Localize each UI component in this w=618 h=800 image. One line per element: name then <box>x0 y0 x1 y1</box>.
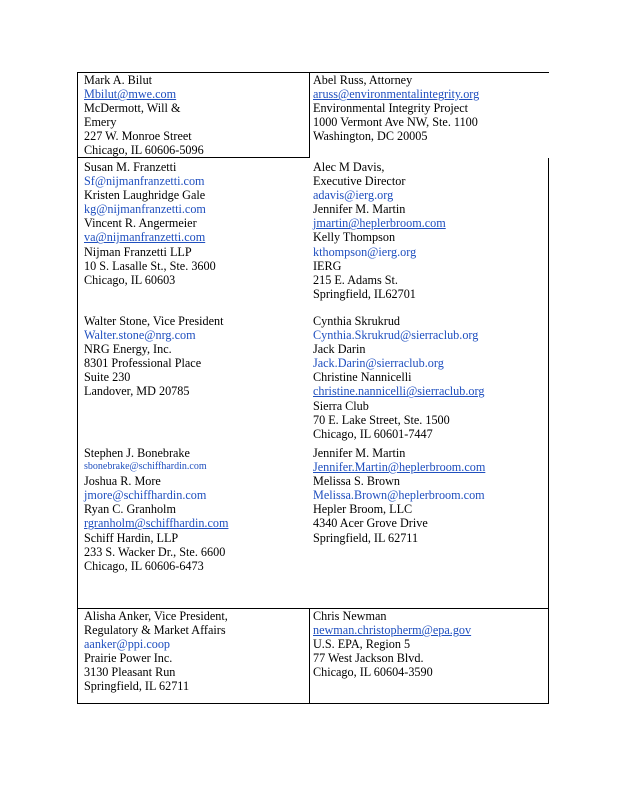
email-link[interactable]: rgranholm@schiffhardin.com <box>84 516 229 531</box>
contact-block-prairie-power <box>84 609 228 694</box>
organization: Prairie Power Inc. <box>84 651 173 666</box>
contact-block-russ <box>313 73 479 143</box>
email-link[interactable]: newman.christopherm@epa.gov <box>313 623 472 638</box>
contact-block-ierg <box>313 160 446 301</box>
contact-block-nijman-franzetti <box>84 160 216 287</box>
email-link[interactable]: Sf@nijmanfranzetti.com <box>84 174 205 189</box>
contact-block-hepler-broom <box>313 446 485 545</box>
email-link[interactable]: va@nijmanfranzetti.com <box>84 230 206 245</box>
contact-name: Susan M. Franzetti <box>84 160 177 174</box>
contact-name: Jack Darin <box>313 342 366 357</box>
table-right-border <box>548 158 549 704</box>
email-link[interactable]: Jack.Darin@sierraclub.org <box>313 356 444 371</box>
organization: McDermott, Will & <box>84 101 181 116</box>
email-link[interactable]: jmore@schiffhardin.com <box>84 488 207 503</box>
organization: Nijman Franzetti LLP <box>84 244 192 259</box>
contact-name: Abel Russ, Attorney <box>313 73 413 87</box>
email-link[interactable]: Walter.stone@nrg.com <box>84 328 196 343</box>
city-state-zip: Springfield, IL 62711 <box>313 530 419 545</box>
email-link[interactable]: sbonebrake@schiffhardin.com <box>84 461 207 473</box>
city-state-zip: Chicago, IL 60606-6473 <box>84 558 204 573</box>
email-link[interactable]: jmartin@heplerbroom.com <box>313 216 446 231</box>
city-state-zip: Chicago, IL 60601-7447 <box>313 426 433 441</box>
city-state-zip: Washington, DC 20005 <box>313 129 428 144</box>
contact-name: Ryan C. Granholm <box>84 502 176 517</box>
contact-name: Alisha Anker, Vice President, <box>84 609 228 623</box>
street-address: 70 E. Lake Street, Ste. 1500 <box>313 412 450 427</box>
email-link[interactable]: Cynthia.Skrukrud@sierraclub.org <box>313 328 479 343</box>
email-link[interactable]: Jennifer.Martin@heplerbroom.com <box>313 460 486 475</box>
contact-name: Jennifer M. Martin <box>313 202 406 217</box>
table-bottom-rule <box>77 703 549 704</box>
city-state-zip: Chicago, IL 60604-3590 <box>313 665 433 680</box>
street-address-suite: Suite 230 <box>84 370 131 385</box>
contact-name: Stephen J. Bonebrake <box>84 446 190 460</box>
email-link[interactable]: christine.nannicelli@sierraclub.org <box>313 384 485 399</box>
street-address: 3130 Pleasant Run <box>84 665 176 680</box>
contact-name: Kristen Laughridge Gale <box>84 188 206 203</box>
contact-block-nrg <box>84 314 224 399</box>
organization: NRG Energy, Inc. <box>84 342 172 357</box>
email-link[interactable]: kthompson@ierg.org <box>313 244 417 259</box>
table-left-border <box>77 72 78 704</box>
organization-cont: Emery <box>84 115 117 130</box>
contact-block-schiff-hardin <box>84 446 228 573</box>
email-link[interactable]: adavis@ierg.org <box>313 188 394 203</box>
city-state-zip: Chicago, IL 60606-5096 <box>84 143 204 158</box>
city-state-zip: Springfield, IL62701 <box>313 286 416 301</box>
contact-name: Alec M Davis, <box>313 160 385 174</box>
organization: IERG <box>313 258 342 273</box>
contact-name: Kelly Thompson <box>313 230 396 245</box>
contact-title: Regulatory & Market Affairs <box>84 623 226 638</box>
street-address: 233 S. Wacker Dr., Ste. 6600 <box>84 544 226 559</box>
organization: Schiff Hardin, LLP <box>84 530 179 545</box>
contact-title: Executive Director <box>313 174 406 189</box>
contact-name: Joshua R. More <box>84 474 161 489</box>
column-divider-top <box>309 72 310 158</box>
email-link[interactable]: Mbilut@mwe.com <box>84 87 177 102</box>
city-state-zip: Springfield, IL 62711 <box>84 679 190 694</box>
contact-name: Melissa S. Brown <box>313 474 401 489</box>
contact-block-us-epa <box>313 609 471 679</box>
email-link[interactable]: aruss@environmentalintegrity.org <box>313 87 480 102</box>
street-address: 8301 Professional Place <box>84 356 202 371</box>
organization: Sierra Club <box>313 398 369 413</box>
street-address: 10 S. Lasalle St., Ste. 3600 <box>84 258 216 273</box>
contact-block-sierra-club <box>313 314 484 441</box>
contact-name: Cynthia Skrukrud <box>313 314 401 328</box>
email-link[interactable]: aanker@ppi.coop <box>84 637 171 652</box>
street-address: 4340 Acer Grove Drive <box>313 516 428 531</box>
street-address: 227 W. Monroe Street <box>84 129 192 144</box>
street-address: 215 E. Adams St. <box>313 272 398 287</box>
contact-name: Vincent R. Angermeier <box>84 216 197 231</box>
contact-name: Chris Newman <box>313 609 387 623</box>
organization: Hepler Broom, LLC <box>313 502 413 517</box>
street-address: 77 West Jackson Blvd. <box>313 651 424 666</box>
street-address: 1000 Vermont Ave NW, Ste. 1100 <box>313 115 478 130</box>
city-state-zip: Chicago, IL 60603 <box>84 272 176 287</box>
column-divider-bottom <box>309 608 310 704</box>
contact-name: Mark A. Bilut <box>84 73 153 87</box>
contact-name: Walter Stone, Vice President <box>84 314 224 328</box>
city-state-zip: Landover, MD 20785 <box>84 384 190 399</box>
contact-block-bilut <box>84 73 204 158</box>
contact-name: Jennifer M. Martin <box>313 446 406 460</box>
organization: U.S. EPA, Region 5 <box>313 637 411 652</box>
email-link[interactable]: kg@nijmanfranzetti.com <box>84 202 206 217</box>
contact-name: Christine Nannicelli <box>313 370 412 385</box>
organization: Environmental Integrity Project <box>313 101 469 116</box>
email-link[interactable]: Melissa.Brown@heplerbroom.com <box>313 488 485 503</box>
